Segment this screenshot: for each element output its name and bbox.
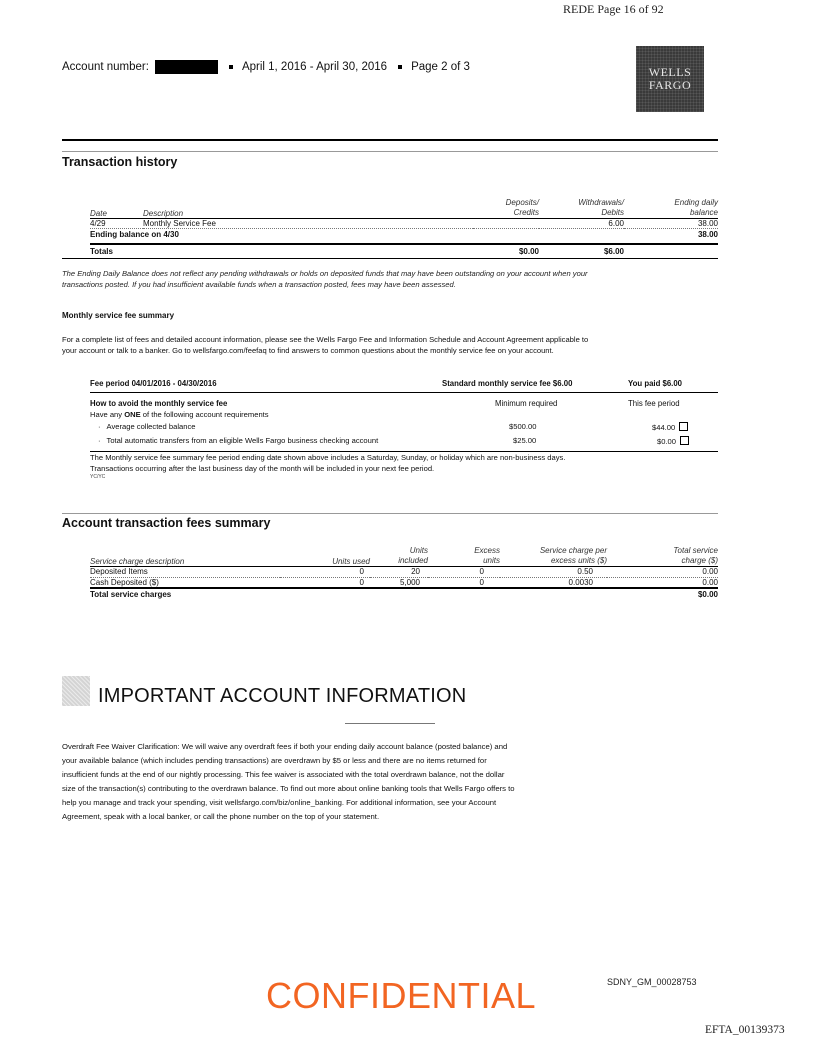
- how-to-avoid: How to avoid the monthly service fee: [90, 399, 228, 408]
- note-line-2: transactions posted. If you had insufficient available funds when a transaction posted, fees may have been assessed.: [62, 280, 456, 289]
- col-per-charge: [500, 544, 607, 566]
- col-excess-line1: Excess: [474, 545, 500, 555]
- col-deposits: [473, 196, 539, 218]
- row-description: Cash Deposited ($): [90, 577, 159, 587]
- intro-line-2: your account or talk to a banker. Go to wellsfargo.com/feefaq to find answers to common questions about the monthly service fee on your account.: [62, 346, 554, 355]
- bates-number-efta: EFTA_00139373: [705, 1024, 785, 1036]
- row-excess: 0: [479, 577, 484, 587]
- requirements-suffix: of the following account requirements: [140, 410, 269, 419]
- bates-number-sdny: SDNY_GM_00028753: [607, 977, 697, 987]
- fee-period-row: [90, 379, 718, 389]
- row-description: Deposited Items: [90, 567, 148, 576]
- col-total-line1: Total service: [673, 545, 718, 555]
- requirements-intro: [90, 410, 269, 420]
- logo-line-2: FARGO: [648, 78, 692, 92]
- row-date: 4/29: [90, 218, 106, 228]
- col-units-included-line2: included: [398, 555, 428, 565]
- requirement-minimum: $25.00: [513, 436, 537, 445]
- requirement-this-period: [652, 422, 688, 433]
- requirement-value: $0.00: [657, 437, 677, 446]
- col-date: Date: [90, 208, 107, 218]
- table-row: [90, 566, 718, 577]
- avoid-fee-header: [90, 399, 718, 409]
- totals-withdrawals: $6.00: [603, 246, 624, 256]
- checkbox: [680, 436, 689, 445]
- col-description: Service charge description: [90, 556, 185, 566]
- ending-balance-value: 38.00: [697, 229, 718, 239]
- total-service-charges-label: Total service charges: [90, 589, 172, 599]
- col-deposits-line1: Deposits/: [505, 197, 539, 207]
- col-withdrawals-line1: Withdrawals/: [578, 197, 624, 207]
- col-description: Description: [143, 208, 184, 218]
- totals-row: [90, 244, 718, 257]
- requirement-row: [90, 422, 718, 432]
- requirement-minimum: $500.00: [509, 422, 537, 431]
- footnote-line-2: Transactions occurring after the last business day of the month will be included in your next fee period.: [90, 463, 435, 473]
- row-withdrawals: 6.00: [608, 218, 624, 228]
- row-description: Monthly Service Fee: [143, 218, 216, 228]
- info-checkmark-icon: [62, 676, 90, 706]
- ending-balance-note: [62, 268, 722, 290]
- divider: [90, 451, 718, 452]
- requirement-this-period: [657, 436, 689, 447]
- fee-code: YC/YC: [90, 474, 106, 480]
- page-indicator: Page 2 of 3: [411, 61, 470, 73]
- divider: [345, 723, 435, 724]
- fees-summary-title: Account transaction fees summary: [62, 516, 271, 530]
- row-total: 0.00: [702, 567, 718, 576]
- col-withdrawals: [539, 196, 624, 218]
- row-total: 0.00: [702, 577, 718, 587]
- checkbox: [679, 422, 688, 431]
- this-fee-period: This fee period: [628, 399, 680, 408]
- divider: [62, 513, 718, 514]
- col-units-included-line1: Units: [409, 545, 428, 555]
- requirement-value: $44.00: [652, 423, 676, 432]
- table-row: [90, 577, 718, 588]
- col-withdrawals-line2: Debits: [601, 207, 624, 217]
- fee-period: Fee period 04/01/2016 - 04/30/2016: [90, 379, 217, 388]
- standard-fee: Standard monthly service fee $6.00: [442, 379, 573, 388]
- row-per-charge: 0.50: [577, 567, 593, 576]
- col-units-included: [370, 544, 428, 566]
- ending-balance-row: [90, 228, 718, 240]
- row-excess: 0: [479, 567, 484, 576]
- text-line: Overdraft Fee Waiver Clarification: We will waive any overdraft fees if both your ending daily account balance (posted balance) and: [62, 742, 508, 751]
- total-service-charges-value: $0.00: [697, 589, 718, 599]
- row-units-included: 5,000: [399, 577, 420, 587]
- requirements-prefix: Have any: [90, 410, 125, 419]
- wells-fargo-logo: [636, 46, 704, 112]
- transaction-history-table: [90, 196, 718, 257]
- monthly-fee-title: Monthly service fee summary: [62, 311, 175, 320]
- divider: [62, 139, 718, 141]
- account-number-label: Account number:: [62, 61, 149, 73]
- col-ending-line2: balance: [689, 207, 718, 217]
- fee-footnote: [90, 453, 720, 480]
- table-header-row: [90, 196, 718, 218]
- important-info-title: IMPORTANT ACCOUNT INFORMATION: [98, 685, 467, 707]
- requirement-label: Average collected balance: [106, 422, 196, 431]
- row-units-included: 20: [411, 567, 420, 576]
- account-line: [62, 60, 470, 74]
- monthly-fee-intro: [62, 334, 722, 356]
- requirements-one: ONE: [124, 410, 141, 419]
- col-per-charge-line2: excess units ($): [550, 555, 607, 565]
- text-line: size of the transaction(s) contributing to the overdrawn balance. To find out more about online banking tools that Wells Fargo offers to: [62, 784, 515, 793]
- footnote-line-1: The Monthly service fee summary fee period ending date shown above includes a Saturday, Sunday, or holiday which are non-business days.: [90, 453, 566, 462]
- bullet-icon: ·: [98, 422, 101, 431]
- requirement-label: Total automatic transfers from an eligible Wells Fargo business checking account: [106, 436, 379, 445]
- totals-label: Totals: [90, 246, 113, 256]
- col-excess: [428, 544, 500, 566]
- overdraft-waiver-text: [62, 740, 622, 824]
- table-header-row: [90, 544, 718, 566]
- col-ending-balance: [624, 196, 718, 218]
- divider: [90, 392, 718, 393]
- fees-summary-table: [90, 544, 718, 599]
- col-per-charge-line1: Service charge per: [539, 545, 607, 555]
- you-paid: You paid $6.00: [628, 379, 683, 388]
- total-service-charges-row: [90, 588, 718, 599]
- totals-deposits: $0.00: [518, 246, 539, 256]
- col-ending-line1: Ending daily: [674, 197, 718, 207]
- logo-line-1: WELLS: [648, 65, 692, 79]
- text-line: your available balance (which includes pending transactions) are overdrawn by $5 or less and there are no items returned for: [62, 756, 487, 765]
- col-total: [607, 544, 718, 566]
- transaction-history-title: Transaction history: [62, 155, 178, 169]
- intro-line-1: For a complete list of fees and detailed account information, please see the Wells Fargo Fee and Information Schedule and Account Agreement applicable to: [62, 335, 589, 344]
- col-total-line2: charge ($): [681, 555, 718, 565]
- bullet-icon: [398, 65, 402, 69]
- page-reference: REDE Page 16 of 92: [563, 2, 664, 16]
- bullet-icon: [229, 65, 233, 69]
- minimum-required: Minimum required: [495, 399, 558, 408]
- divider: [62, 151, 718, 152]
- note-line-1: The Ending Daily Balance does not reflect any pending withdrawals or holds on deposited funds that may have been outstanding on your account when your: [62, 269, 588, 278]
- row-balance: 38.00: [697, 218, 718, 228]
- col-deposits-line2: Credits: [513, 207, 539, 217]
- col-excess-line2: units: [483, 555, 500, 565]
- text-line: help you manage and track your spending, visit wellsfargo.com/biz/online_banking. For additional information, see your Account: [62, 798, 497, 807]
- statement-period: April 1, 2016 - April 30, 2016: [241, 61, 388, 73]
- confidential-stamp: CONFIDENTIAL: [266, 975, 537, 1016]
- text-line: insufficient funds at the end of our nightly processing. This fee waiver is associated with the total overdrawn balance, not the dollar: [62, 770, 505, 779]
- requirement-row: [90, 436, 718, 446]
- divider: [62, 258, 718, 259]
- row-per-charge: 0.0030: [568, 577, 593, 587]
- ending-balance-label: Ending balance on 4/30: [90, 229, 179, 239]
- row-deposits: [473, 218, 539, 228]
- row-units-used: 0: [359, 567, 364, 576]
- bullet-icon: ·: [98, 436, 101, 445]
- text-line: Agreement, speak with a local banker, or call the phone number on the top of your statement.: [62, 812, 380, 821]
- table-row: [90, 218, 718, 228]
- col-units-used: Units used: [332, 556, 370, 566]
- row-units-used: 0: [359, 577, 364, 587]
- account-number-redacted: [155, 60, 218, 74]
